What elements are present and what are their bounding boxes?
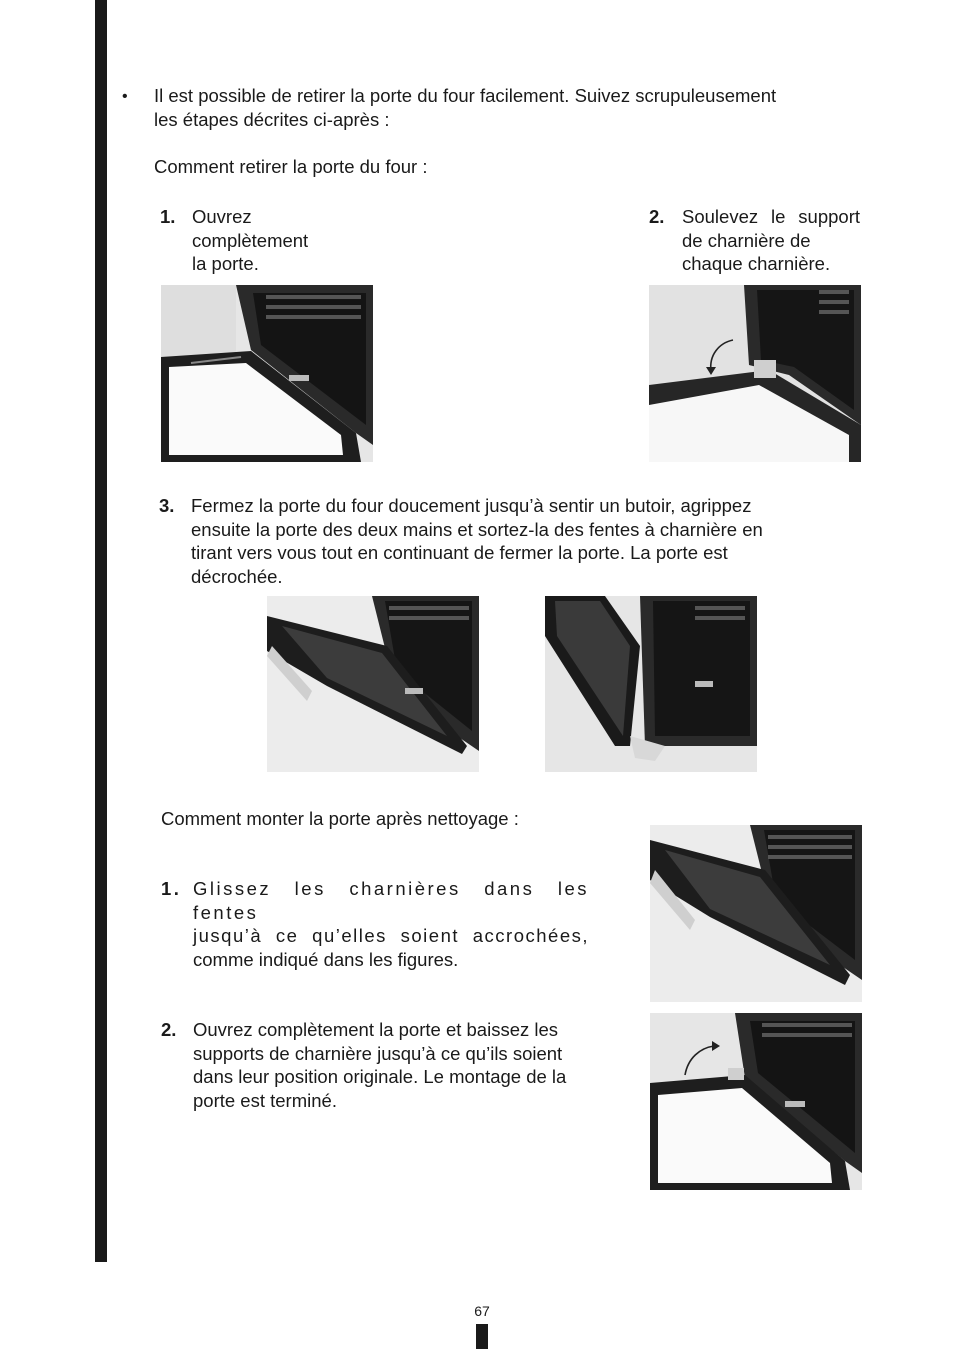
text-line: comme indiqué dans les figures.	[193, 948, 459, 970]
text-line: tirant vers vous tout en continuant de fermer la porte. La porte est	[191, 542, 728, 563]
text-line: complètement	[192, 229, 309, 251]
text-line: supports de charnière jusqu’à ce qu’ils soient	[193, 1042, 563, 1064]
photo-door-unhooked	[545, 596, 757, 772]
text-line: dans leur position originale. Le montage de la	[193, 1066, 567, 1087]
remove-step-1-number: 1.	[160, 206, 176, 227]
text-line: la porte.	[192, 253, 259, 274]
remove-step-2-number: 2.	[649, 206, 665, 227]
mount-step-2-text	[193, 1018, 591, 1112]
photo-oven-door-open	[161, 285, 373, 462]
remove-step-3-text	[191, 494, 863, 588]
mount-step-1-number: 1.	[161, 878, 182, 899]
text-line: Glissez les charnières dans les fentes	[193, 878, 589, 923]
remove-step-2-text	[682, 205, 862, 276]
mount-heading: Comment monter la porte après nettoyage :	[161, 808, 519, 829]
bullet-point: •	[122, 88, 128, 105]
intro-line-2: les étapes décrites ci-après :	[154, 108, 390, 130]
text-line: Ouvrez complètement la porte et baissez les	[193, 1019, 559, 1040]
text-line: Fermez la porte du four doucement jusqu’à sentir un butoir, agrippez	[191, 495, 752, 516]
photo-door-half-closed	[267, 596, 479, 772]
text-line: de charnière de	[682, 229, 811, 251]
remove-step-1-text	[192, 205, 308, 276]
photo-hinge-support-lower	[650, 1013, 862, 1190]
page-number: 67	[474, 1303, 490, 1319]
text-line: chaque charnière.	[682, 253, 831, 274]
remove-step-3-number: 3.	[159, 495, 175, 516]
footer-marker	[476, 1324, 488, 1349]
remove-heading: Comment retirer la porte du four :	[154, 156, 428, 177]
photo-hinges-slide-in	[650, 825, 862, 1002]
left-margin-bar	[95, 0, 107, 1262]
text-line: Soulevez le support	[682, 206, 860, 227]
text-line: Ouvrez	[192, 206, 252, 227]
text-line: ensuite la porte des deux mains et sortez-la des fentes à charnière en	[191, 518, 763, 540]
intro-text	[154, 84, 776, 131]
text-line: porte est terminé.	[193, 1089, 337, 1111]
mount-step-1-text	[193, 877, 589, 971]
mount-step-2-number: 2.	[161, 1019, 177, 1040]
text-line: jusqu’à ce qu’elles soient accrochées,	[193, 925, 589, 946]
text-line: décrochée.	[191, 565, 283, 587]
photo-hinge-support-lift	[649, 285, 861, 462]
intro-line-1: Il est possible de retirer la porte du four facilement. Suivez scrupuleusement	[154, 85, 777, 106]
